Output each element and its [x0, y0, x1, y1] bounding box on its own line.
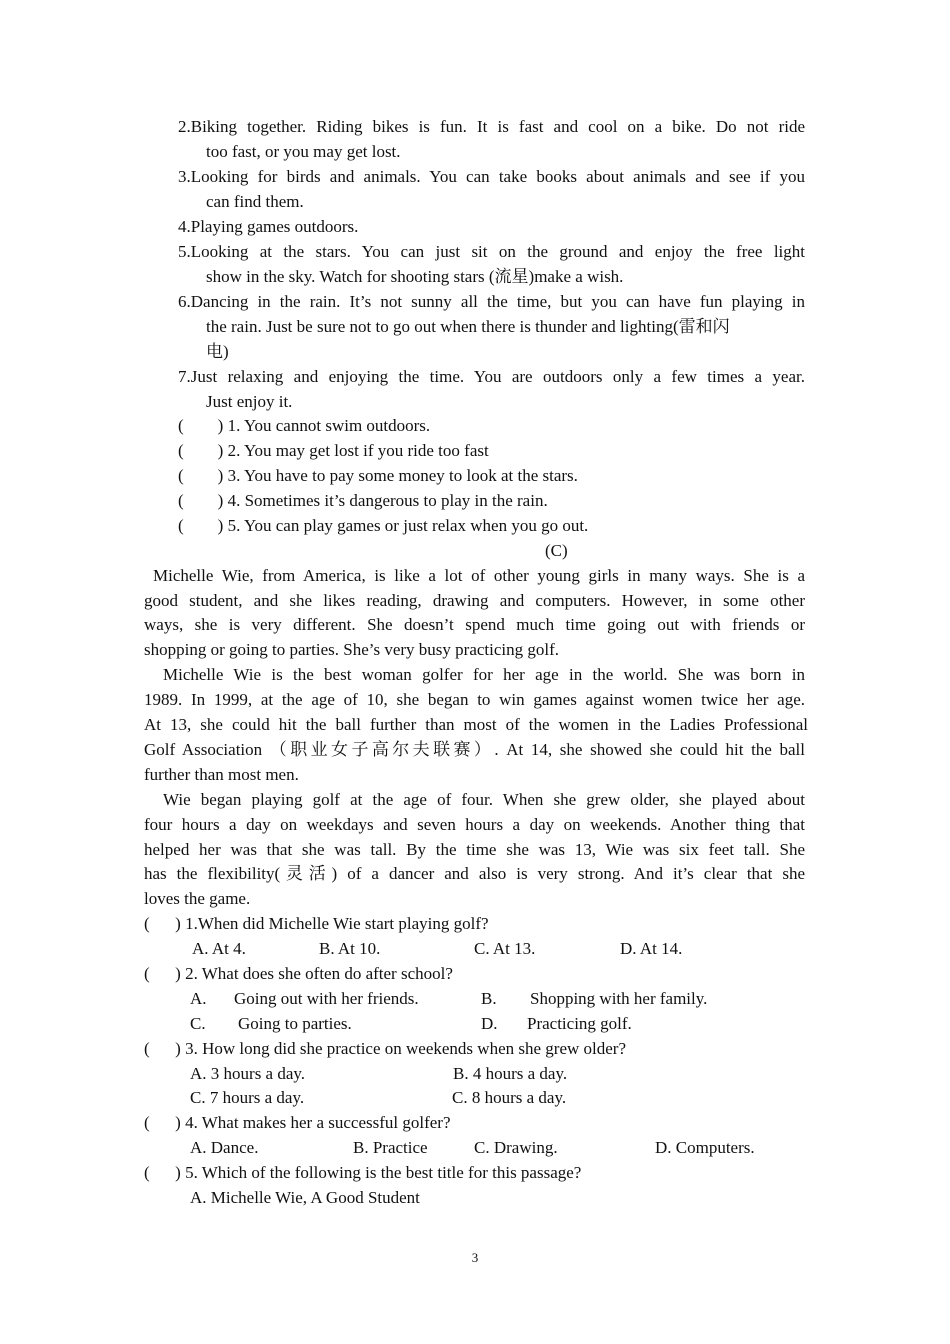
- question-3-option-d: C. 8 hours a day.: [452, 1088, 567, 1107]
- passage-p2-line-4: Golf Association （职业女子高尔夫联赛）. At 14, she showed she could hit the ball: [144, 740, 805, 759]
- passage-p2-line-5: further than most men.: [144, 765, 299, 784]
- question-1-option-b: B. At 10.: [319, 939, 381, 958]
- question-4-option-c: C. Drawing.: [474, 1138, 558, 1157]
- question-4-option-a: A. Dance.: [190, 1138, 259, 1157]
- question-2-option-c: Going to parties.: [238, 1014, 352, 1033]
- question-2-letter-a: A.: [190, 989, 207, 1008]
- list-item-5-line-1: 5.Looking at the stars. You can just sit on the ground and enjoy the free light: [178, 242, 805, 261]
- section-heading: (C): [545, 541, 568, 560]
- question-1-option-a: A. At 4.: [192, 939, 246, 958]
- question-4-stem: ( ) 4. What makes her a successful golfer?: [144, 1113, 451, 1132]
- question-4-option-b: B. Practice: [353, 1138, 428, 1157]
- question-3-stem: ( ) 3. How long did she practice on weekends when she grew older?: [144, 1039, 626, 1058]
- passage-p3-line-5: loves the game.: [144, 889, 251, 908]
- question-5-stem: ( ) 5. Which of the following is the best title for this passage?: [144, 1163, 582, 1182]
- passage-p1-line-2: good student, and she likes reading, drawing and computers. However, in some other: [144, 591, 805, 610]
- passage-p2-line-3: At 13, she could hit the ball further than most of the women in the Ladies Professional: [144, 715, 808, 734]
- tf-question-3: ( ) 3. You have to pay some money to look at the stars.: [178, 466, 578, 485]
- list-item-5-line-2: show in the sky. Watch for shooting stars (流星)make a wish.: [206, 267, 624, 286]
- passage-p1-line-4: shopping or going to parties. She’s very busy practicing golf.: [144, 640, 560, 659]
- tf-question-2: ( ) 2. You may get lost if you ride too fast: [178, 441, 489, 460]
- question-2-letter-c: C.: [190, 1014, 206, 1033]
- list-item-2-line-1: 2.Biking together. Riding bikes is fun. It is fast and cool on a bike. Do not ride: [178, 117, 805, 136]
- passage-p3-line-2: four hours a day on weekdays and seven hours a day on weekends. Another thing that: [144, 815, 805, 834]
- passage-p3-line-1: Wie began playing golf at the age of four. When she grew older, she played about: [163, 790, 805, 809]
- question-1-option-c: C. At 13.: [474, 939, 536, 958]
- list-item-6-line-1: 6.Dancing in the rain. It’s not sunny all the time, but you can have fun playing in: [178, 292, 805, 311]
- question-3-option-c: C. 7 hours a day.: [190, 1088, 305, 1107]
- question-2-option-d: Practicing golf.: [527, 1014, 632, 1033]
- question-3-option-b: B. 4 hours a day.: [453, 1064, 568, 1083]
- question-2-letter-d: D.: [481, 1014, 498, 1033]
- question-3-option-a: A. 3 hours a day.: [190, 1064, 306, 1083]
- passage-p1-line-1: Michelle Wie, from America, is like a lot of other young girls in many ways. She is a: [153, 566, 805, 585]
- passage-p3-line-3: helped her was that she was tall. By the time she was 13, Wie was six feet tall. She: [144, 840, 805, 859]
- question-1-stem: ( ) 1.When did Michelle Wie start playing golf?: [144, 914, 489, 933]
- passage-p1-line-3: ways, she is very different. She doesn’t spend much time going out with friends or: [144, 615, 805, 634]
- list-item-4: 4.Playing games outdoors.: [178, 217, 359, 236]
- question-4-option-d: D. Computers.: [655, 1138, 755, 1157]
- question-2-stem: ( ) 2. What does she often do after school?: [144, 964, 453, 983]
- passage-p2-line-2: 1989. In 1999, at the age of 10, she began to win games against women twice her age.: [144, 690, 805, 709]
- list-item-6-line-2: the rain. Just be sure not to go out when there is thunder and lighting(雷和闪: [206, 317, 730, 336]
- list-item-7-line-1: 7.Just relaxing and enjoying the time. You are outdoors only a few times a year.: [178, 367, 805, 386]
- tf-question-4: ( ) 4. Sometimes it’s dangerous to play in the rain.: [178, 491, 548, 510]
- question-2-option-a: Going out with her friends.: [234, 989, 419, 1008]
- question-1-option-d: D. At 14.: [620, 939, 683, 958]
- tf-question-5: ( ) 5. You can play games or just relax when you go out.: [178, 516, 589, 535]
- page-number: 3: [471, 1250, 479, 1265]
- tf-question-1: ( ) 1. You cannot swim outdoors.: [178, 416, 431, 435]
- list-item-3-line-1: 3.Looking for birds and animals. You can take books about animals and see if you: [178, 167, 805, 186]
- list-item-7-line-2: Just enjoy it.: [206, 392, 293, 411]
- question-2-option-b: Shopping with her family.: [530, 989, 708, 1008]
- passage-p3-line-4: has the flexibility(灵活) of a dancer and also is very strong. And it’s clear that she: [144, 864, 805, 883]
- list-item-2-line-2: too fast, or you may get lost.: [206, 142, 401, 161]
- list-item-3-line-2: can find them.: [206, 192, 304, 211]
- list-item-6-line-3: 电): [206, 342, 229, 361]
- question-2-letter-b: B.: [481, 989, 497, 1008]
- question-5-option-a: A. Michelle Wie, A Good Student: [190, 1188, 420, 1207]
- passage-p2-line-1: Michelle Wie is the best woman golfer for her age in the world. She was born in: [163, 665, 805, 684]
